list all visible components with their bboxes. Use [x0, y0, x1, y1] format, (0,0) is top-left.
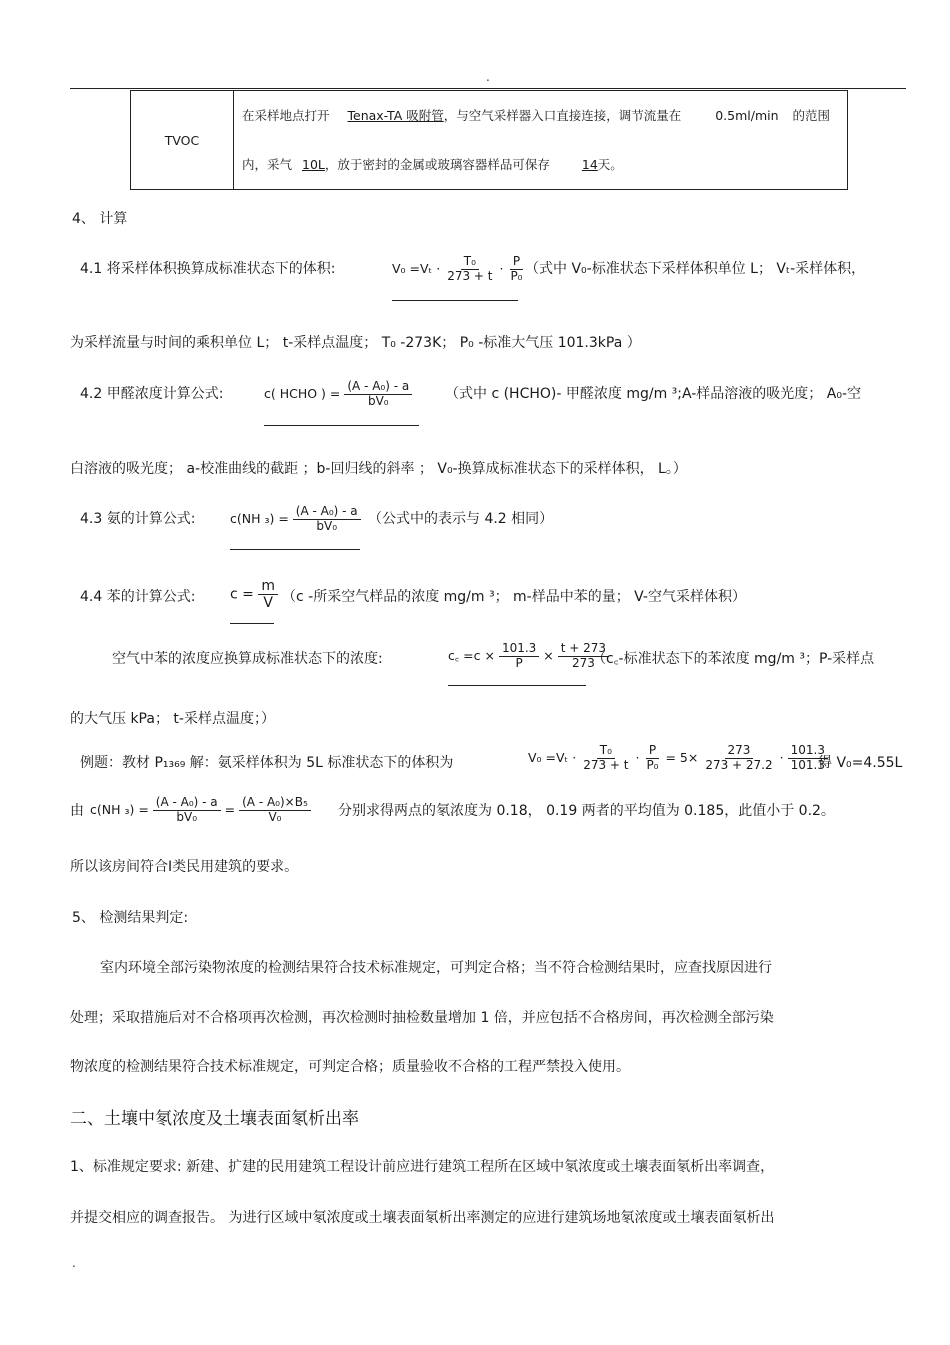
tvoc-description	[234, 91, 848, 190]
s44-after: （c -所采空气样品的浓度 mg/m ³； m-样品中苯的量； V-空气采样体积）	[282, 589, 746, 605]
s43-den: bV₀	[316, 518, 338, 533]
s5-paragraph-3: 物浓度的检测结果符合技术标准规定，可判定合格；质量验收不合格的工程严禁投入使用。	[70, 1059, 630, 1075]
example-v0-eq: = 5×	[665, 749, 699, 765]
s44-std-frac1	[499, 642, 539, 671]
s5-paragraph-1: 室内环境全部污染物浓度的检测结果符合技术标准规定，可判定合格；当不符合检测结果时，应查找原因进行	[100, 960, 772, 976]
s42-frac	[344, 380, 412, 409]
example-formula-nh3	[90, 796, 311, 825]
s44-std-lhs: c꜀ =c ×	[448, 647, 495, 663]
example-v0-frac3	[702, 744, 775, 773]
tvoc-line1-e: 的范围	[792, 108, 831, 123]
example-v0-den3: 273 + 27.2	[705, 757, 773, 772]
tvoc-flow: 0.5ml/min	[715, 108, 779, 123]
s42-formula	[264, 380, 412, 409]
s42-num: (A - A₀) - a	[344, 380, 412, 395]
tvoc-line1-a: 在采样地点打开	[242, 108, 330, 123]
s43-after: （公式中的表示与 4.2 相同）	[368, 511, 554, 527]
s42-formula-line	[264, 425, 419, 426]
s44-std-num2: t + 273	[558, 642, 609, 657]
example-v0-frac2	[643, 744, 661, 773]
tvoc-line2-e: 天。	[597, 157, 623, 172]
example-v0-den1: 273 + t	[583, 757, 629, 772]
s44-frac	[258, 578, 278, 611]
example-nh3-den1: bV₀	[176, 809, 198, 824]
s2-paragraph-2: 并提交相应的调查报告。 为进行区域中氡浓度或土壤表面氡析出率测定的应进行建筑场地氡浓度或土壤表面氡析出	[70, 1210, 775, 1226]
example-v0-frac1	[580, 744, 631, 773]
s41-formula-line	[392, 300, 518, 301]
tvoc-line-2	[242, 141, 839, 189]
s41-formula	[392, 255, 525, 284]
example-line3: 所以该房间符合Ⅰ类民用建筑的要求。	[70, 859, 299, 875]
example-nh3-lhs: c(NH ₃) =	[90, 801, 149, 817]
s44-den: V	[263, 595, 273, 612]
s5-paragraph-2: 处理；采取措施后对不合格项再次检测，再次检测时抽检数量增加 1 倍，并应包括不合格房间，再次检测全部污染	[70, 1010, 774, 1026]
example-line2-a: 由	[70, 803, 84, 819]
s44-formula-line	[230, 623, 274, 624]
s44-formula	[230, 578, 278, 611]
section-5-title: 5、 检测结果判定:	[72, 910, 189, 926]
s44-num: m	[258, 578, 278, 595]
example-formula-v0: V₀ =Vₜ · $\frac{\text{T₀}}{273 + t}$ · $\frac{P}{\text{P₀}}$ = 5× $\frac{273}{273 + 27.2}$ · $\frac{101.3}{101.3}$	[528, 744, 828, 773]
example-line1-a: 例题：教材 P₁₃₆₉ 解：氨采样体积为 5L 标准状态下的体积为	[80, 755, 454, 771]
s41-den1: 273 + t	[447, 268, 493, 283]
s43-label: 4.3 氨的计算公式:	[80, 511, 196, 527]
section-2-heading: 二、土壤中氡浓度及土壤表面氡析出率	[70, 1109, 359, 1129]
s44-lhs: c =	[230, 586, 254, 603]
s2-paragraph-1: 1、标准规定要求: 新建、扩建的民用建筑工程设计前应进行建筑工程所在区域中氡浓度或土壤表面氡析出率调查，	[70, 1159, 775, 1175]
tvoc-volume: 10L	[302, 157, 325, 172]
example-nh3-frac1	[153, 796, 221, 825]
top-page-dot: .	[486, 70, 490, 84]
s41-frac1	[444, 255, 495, 284]
s41-line2: 为采样流量与时间的乘积单位 L； t-采样点温度； T₀ -273K； P₀ -标准大气压 101.3kPa ）	[70, 335, 641, 351]
s44-std-num1: 101.3	[499, 642, 539, 657]
example-v0-lhs: V₀ =Vₜ ·	[528, 749, 577, 765]
s43-lhs: c(NH ₃) =	[230, 510, 289, 526]
s43-num: (A - A₀) - a	[293, 505, 361, 520]
section-4-title: 4、 计算	[72, 211, 128, 227]
s42-label: 4.2 甲醛浓度计算公式:	[80, 386, 224, 402]
header-rule	[70, 88, 906, 89]
tvoc-table	[130, 90, 848, 190]
example-v0-num2: P	[646, 744, 659, 759]
s44-std-den1: P	[515, 655, 523, 670]
example-v0-num4: 101.3	[788, 744, 828, 759]
s41-frac2	[507, 255, 525, 284]
s42-after: （式中 c (HCHO)- 甲醛浓度 mg/m ³;A-样品溶液的吸光度； A₀-空	[445, 386, 861, 402]
s41-after: （式中 V₀-标准状态下采样体积单位 L； Vₜ-采样体积，	[525, 261, 866, 277]
tvoc-label: TVOC	[131, 91, 234, 190]
s43-formula-line	[230, 549, 360, 550]
s44-std-label: 空气中苯的浓度应换算成标准状态下的浓度:	[112, 651, 383, 667]
s42-den: bV₀	[367, 393, 389, 408]
example-nh3-eq: =	[224, 801, 236, 817]
tvoc-days: 14	[581, 157, 598, 172]
s41-den2: P₀	[510, 268, 523, 283]
example-v0-num3: 273	[725, 744, 754, 759]
example-nh3-num1: (A - A₀) - a	[153, 796, 221, 811]
example-line1-b: 得 V₀=4.55L	[818, 755, 903, 771]
s44-std-times: ×	[543, 647, 554, 663]
s41-num2: P	[510, 255, 523, 270]
tvoc-tube: Tenax-TA 吸附管	[347, 108, 444, 123]
s44-std-formula-line	[448, 685, 586, 686]
tvoc-line2-c: ，放于密封的金属或玻璃容器样品可保存	[324, 157, 550, 172]
example-nh3-num2: (A - A₀)×B₅	[239, 796, 311, 811]
s44-std-after: （c꜀-标准状态下的苯浓度 mg/m ³；P-采样点	[592, 651, 875, 667]
tvoc-line1-c: ，与空气采样器入口直接连接，调节流量在	[443, 108, 682, 123]
s44-std-formula	[448, 642, 609, 671]
tvoc-line-1	[242, 91, 839, 141]
tvoc-line2-a: 内，采气	[242, 157, 293, 172]
s41-num1: T₀	[461, 255, 479, 270]
example-line2-b: 分别求得两点的氡浓度为 0.18， 0.19 两者的平均值为 0.185，此值小于 0.2。	[338, 803, 835, 819]
example-nh3-frac2	[239, 796, 311, 825]
example-nh3-den2: V₀	[268, 809, 282, 824]
example-v0-den4: 101.3	[790, 757, 825, 772]
s41-lhs: V₀ =Vₜ ·	[392, 260, 441, 276]
s42-line2: 白溶液的吸光度； a-校准曲线的截距 ；b-回归线的斜率 ； V₀-换算成标准状态下的采样体积， L。）	[70, 461, 687, 477]
s43-formula	[230, 505, 361, 534]
bottom-page-dot: .	[72, 1256, 76, 1270]
s41-label: 4.1 将采样体积换算成标准状态下的体积:	[80, 261, 336, 277]
example-v0-num1: T₀	[597, 744, 615, 759]
s44-std-den2: 273	[571, 655, 595, 670]
s41-dot: ·	[499, 260, 504, 276]
example-v0-den2: P₀	[646, 757, 659, 772]
s44-line2: 的大气压 kPa； t-采样点温度；）	[70, 711, 275, 727]
s43-frac	[293, 505, 361, 534]
s42-lhs: c( HCHO ) =	[264, 385, 341, 401]
s44-label: 4.4 苯的计算公式:	[80, 589, 196, 605]
